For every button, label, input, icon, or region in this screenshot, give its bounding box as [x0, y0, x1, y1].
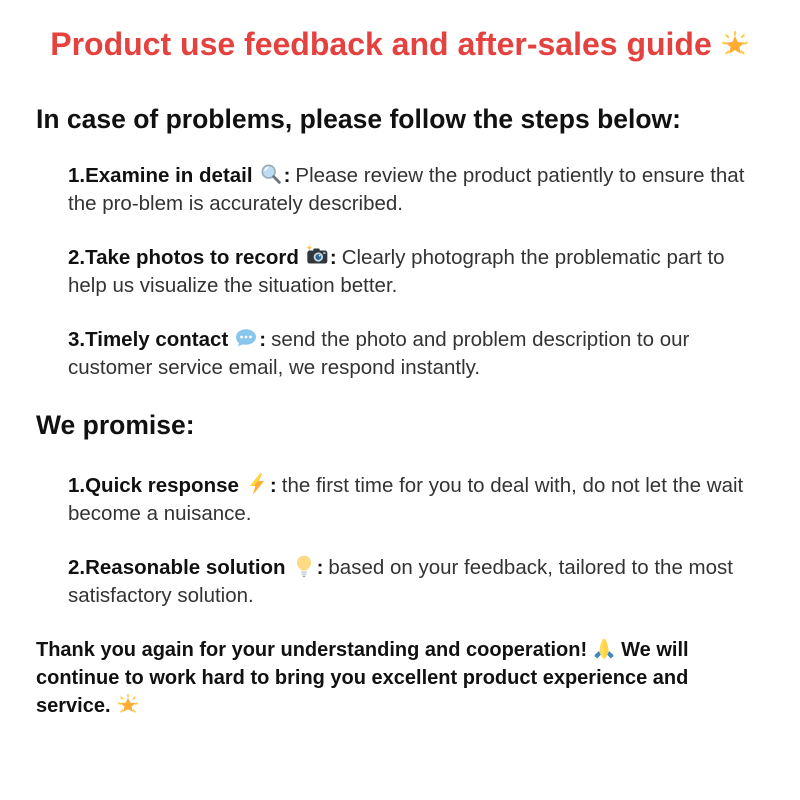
step-body: Please review the product patiently to ensure that the pro-blem is accurately described. — [68, 164, 745, 215]
page-title-text: Product use feedback and after-sales guide — [50, 26, 712, 62]
step-lead: 2.Take photos to record — [68, 246, 299, 269]
step-item-contact — [68, 326, 763, 382]
promise-list — [68, 472, 763, 610]
step-body: Clearly photograph the problematic part to help us visualize the situation better. — [68, 246, 725, 297]
promise-colon: : — [269, 474, 277, 497]
step-lead: 3.Timely contact — [68, 328, 229, 351]
page-title — [0, 0, 800, 64]
step-colon: : — [283, 164, 291, 187]
closing-text-after: We will continue to work hard to bring you excellent product experience and service. — [36, 639, 689, 717]
promise-item-solution — [68, 554, 763, 610]
promise-lead: 2.Reasonable solution — [68, 556, 286, 579]
section-heading-promise: We promise: — [36, 410, 195, 440]
promise-lead: 1.Quick response — [68, 474, 239, 497]
closing-text-before: Thank you again for your understanding and cooperation! — [36, 639, 588, 661]
step-colon: : — [329, 246, 337, 269]
closing-paragraph — [36, 636, 762, 720]
light-bulb-icon — [292, 554, 316, 578]
promise-body: based on your feedback, tailored to the most satisfactory solution. — [68, 556, 733, 607]
folded-hands-icon — [592, 637, 616, 661]
glowing-star-icon — [720, 30, 750, 60]
page-content — [0, 104, 800, 720]
camera-flash-icon — [305, 244, 329, 268]
speech-balloon-icon — [234, 326, 258, 350]
promise-body: the first time for you to deal with, do not let the wait become a nuisance. — [68, 474, 744, 525]
problem-steps-list — [68, 162, 763, 382]
promise-colon: : — [316, 556, 324, 579]
step-item-examine — [68, 162, 763, 218]
step-item-photo — [68, 244, 763, 300]
step-body: send the photo and problem description to our customer service email, we respond instantly. — [68, 328, 690, 379]
step-colon: : — [259, 328, 267, 351]
magnifying-glass-icon — [259, 162, 283, 186]
promise-item-response — [68, 472, 763, 528]
glowing-star-icon — [116, 693, 140, 717]
step-lead: 1.Examine in detail — [68, 164, 253, 187]
lightning-bolt-icon — [245, 472, 269, 496]
section-heading-problems: In case of problems, please follow the steps below: — [36, 104, 681, 134]
